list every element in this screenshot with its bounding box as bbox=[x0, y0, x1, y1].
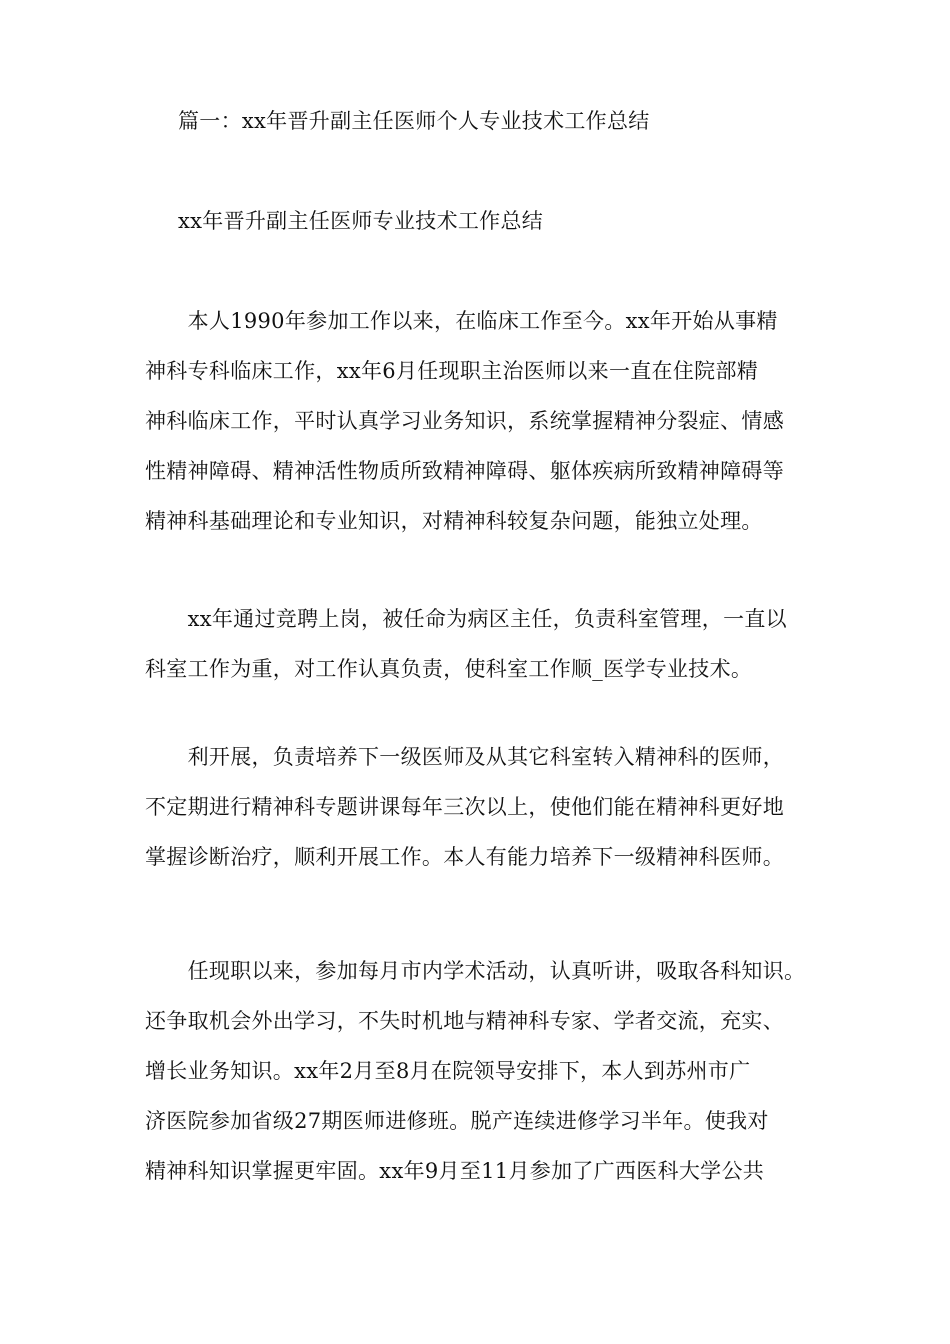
paragraph-line: 神科临床工作，平时认真学习业务知识，系统掌握精神分裂症、情感 bbox=[145, 409, 784, 433]
paragraph-line: 精神科基础理论和专业知识，对精神科较复杂问题，能独立处理。 bbox=[145, 509, 763, 533]
paragraph-line: 神科专科临床工作，xx年6月任现职主治医师以来一直在住院部精 bbox=[145, 359, 759, 383]
paragraph-line: 任现职以来，参加每月市内学术活动，认真听讲，吸取各科知识。 bbox=[145, 959, 806, 983]
paragraph-line: 不定期进行精神科专题讲课每年三次以上，使他们能在精神科更好地 bbox=[145, 795, 784, 819]
paragraph-line: 性精神障碍、精神活性物质所致精神障碍、躯体疾病所致精神障碍等 bbox=[145, 459, 784, 483]
paragraph-line: xx年通过竞聘上岗，被任命为病区主任，负责科室管理，一直以 bbox=[145, 607, 787, 631]
paragraph-line: 还争取机会外出学习，不失时机地与精神科专家、学者交流，充实、 bbox=[145, 1009, 784, 1033]
paragraph-line: 科室工作为重，对工作认真负责，使科室工作顺_医学专业技术。 bbox=[145, 657, 753, 681]
paragraph-1 bbox=[145, 306, 825, 556]
paragraph-line: 济医院参加省级27期医师进修班。脱产连续进修学习半年。使我对 bbox=[145, 1109, 769, 1133]
paragraph-line: 利开展，负责培养下一级医师及从其它科室转入精神科的医师， bbox=[145, 745, 784, 769]
paragraph-2 bbox=[145, 604, 825, 704]
paragraph-line: 本人1990年参加工作以来，在临床工作至今。xx年开始从事精 bbox=[145, 309, 778, 333]
paragraph-line: 增长业务知识。xx年2月至8月在院领导安排下，本人到苏州市广 bbox=[145, 1059, 751, 1083]
paragraph-line: 精神科知识掌握更牢固。xx年9月至11月参加了广西医科大学公共 bbox=[145, 1159, 765, 1183]
paragraph-4 bbox=[145, 956, 825, 1206]
paragraph-3 bbox=[145, 742, 825, 892]
paragraph-line: 掌握诊断治疗，顺利开展工作。本人有能力培养下一级精神科医师。 bbox=[145, 845, 784, 869]
document-heading-1: 篇一：xx年晋升副主任医师个人专业技术工作总结 bbox=[178, 109, 650, 133]
document-heading-2: xx年晋升副主任医师专业技术工作总结 bbox=[178, 209, 544, 233]
